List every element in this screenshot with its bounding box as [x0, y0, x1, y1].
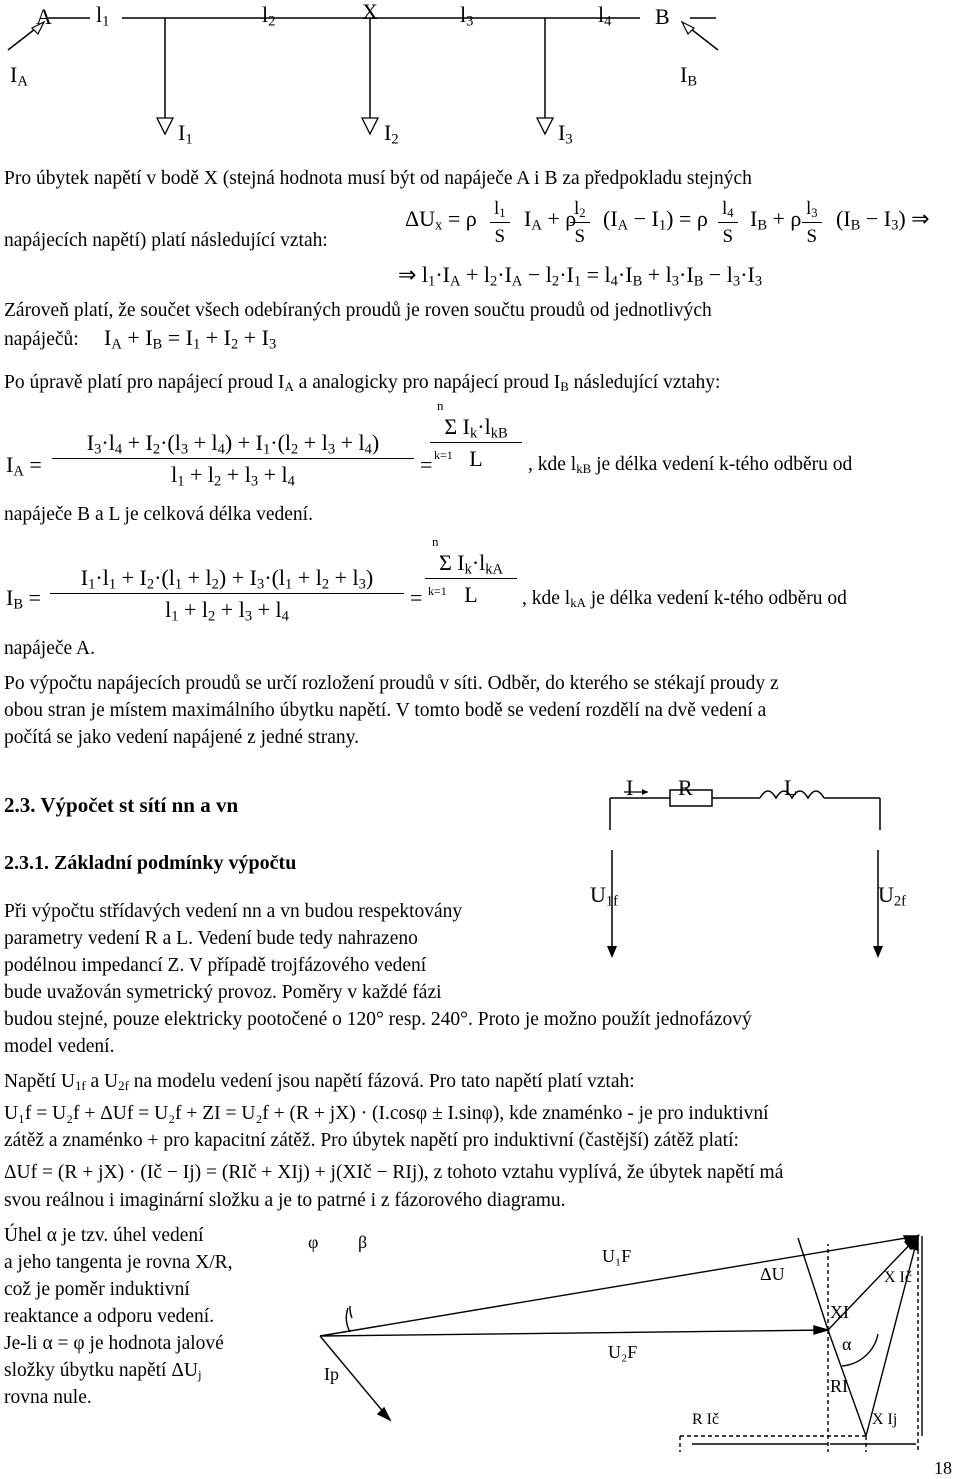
paragraph-text: počítá se jako vedení napájené z jedné strany.	[4, 727, 359, 748]
phasor-label: φ	[308, 1232, 319, 1252]
phasor-diagram	[290, 1222, 950, 1458]
paragraph-text: reaktance a odporu vedení.	[4, 1306, 215, 1327]
paragraph-text: Pro úbytek napětí v bodě X (stejná hodnota musí být od napáječe A i B za předpokladu stejných	[4, 168, 752, 189]
phasor-label: ΔU	[760, 1264, 785, 1284]
feed-current-a: $I_A$	[10, 62, 28, 90]
equation-term: $(I_A - I_1) = \rho$	[603, 206, 708, 234]
paragraph-text: rovna nule.	[4, 1387, 92, 1408]
equation-ib-sum: Σ $I_k\cdot l_{kA}$ L	[425, 550, 517, 608]
equation-fraction: $\frac{l_4}{S}$	[718, 198, 738, 248]
equation-equals: =	[420, 452, 433, 477]
load-current-2: $I_2$	[384, 120, 399, 148]
page-number: 18	[934, 1458, 952, 1478]
paragraph-text: složky úbytku napětí $\Delta U_j$	[4, 1360, 202, 1383]
sum-index: k=1	[434, 448, 453, 462]
segment-l4: $l_4$	[598, 2, 612, 30]
phasor-label: X Ič	[884, 1269, 912, 1286]
equation-term: $(I_B - I_3)$ ⇒	[836, 206, 930, 234]
phasor-label: X Ij	[872, 1411, 898, 1428]
subsection-heading: 2.3.1. Základní podmínky výpočtu	[4, 852, 297, 874]
equation-ib-fraction: $\frac{I_1\cdot l_1 + I_2\cdot(l_1 + l_2) + I_3\cdot(l_1 + l_2 + l_3)}{l_1 + l_2 + l_3 + l_4}$	[50, 565, 404, 623]
paragraph-text: což je poměr induktivní	[4, 1279, 190, 1300]
feeder-line-diagram	[0, 0, 960, 150]
equation-ia-label: $I_A$ =	[6, 452, 42, 480]
equation-voltage-drop: $\Delta U_x = \rho$	[405, 206, 477, 234]
equation-fraction: $\frac{l_2}{S}$	[570, 198, 590, 248]
equation-ia-sum: Σ $I_k\cdot l_{kB}$ L	[430, 414, 522, 472]
segment-l2: $l_2$	[262, 2, 276, 30]
equation-ib-label: $I_B$ =	[6, 585, 41, 613]
paragraph-text: obou stran je místem maximálního úbytku napětí. V tomto bodě se vedení rozdělí na dvě vedení a	[4, 700, 767, 721]
paragraph-text: napáječe B a L je celková délka vedení.	[4, 504, 313, 525]
circuit-resistance-label: R	[678, 775, 693, 800]
paragraph-text: Při výpočtu střídavých vedení nn a vn budou respektovány	[4, 901, 463, 922]
paragraph-text: , kde $l_{kA}$ je délka vedení k-tého odběru od	[522, 588, 847, 611]
circuit-u2f-label: $U_{2f}$	[878, 882, 906, 910]
paragraph-text: bude uvažován symetrický provoz. Poměry v každé fázi	[4, 982, 442, 1003]
node-x: X	[362, 0, 378, 24]
equation-fraction: $\frac{l_1}{S}$	[490, 198, 510, 248]
line-model-circuit	[590, 770, 920, 970]
paragraph-text: zátěž a znaménko + pro kapacitní zátěž. Pro úbytek napětí pro induktivní (častější) zátěž platí:	[4, 1130, 739, 1151]
equation-fraction: $\frac{l_3}{S}$	[802, 198, 822, 248]
phasor-label: β	[358, 1232, 368, 1252]
load-current-1: $I_1$	[178, 120, 193, 148]
paragraph-text: napájecích napětí) platí následující vztah:	[4, 230, 328, 251]
paragraph-text: Zároveň platí, že součet všech odebíraných proudů je roven součtu proudů od jednotlivých	[4, 300, 712, 321]
sum-index: n	[432, 534, 439, 549]
paragraph-text: ΔUf = (R + jX) · (Ič − Ij) = (RIč + XIj) + j(XIč − RIj), z tohoto vztahu vyplívá, že úbytek napětí má	[4, 1162, 784, 1183]
paragraph-text: Napětí $U_{1f}$ a $U_{2f}$ na modelu vedení jsou napětí fázová. Pro tato napětí platí vztah:	[4, 1071, 635, 1094]
phasor-label: RI	[830, 1376, 848, 1396]
paragraph-text: , kde $l_{kB}$ je délka vedení k-tého odběru od	[528, 454, 853, 477]
paragraph-text: parametry vedení R a L. Vedení bude tedy nahrazeno	[4, 928, 418, 949]
paragraph-text: a jeho tangenta je rovna X/R,	[4, 1252, 233, 1273]
paragraph-text: Po úpravě platí pro napájecí proud $I_A$ a analogicky pro napájecí proud $I_B$ následující vztahy:	[4, 372, 721, 395]
equation-ia-fraction: $\frac{I_3\cdot l_4 + I_2\cdot(l_3 + l_4) + I_1\cdot(l_2 + l_3 + l_4)}{l_1 + l_2 + l_3 + l_4}$	[52, 430, 414, 488]
phasor-label: R Ič	[692, 1411, 720, 1428]
sum-index: n	[437, 398, 444, 413]
paragraph-text: U₁f = U₂f + ΔUf = U₂f + ZI = U₂f + (R + jX) · (I.cosφ ± I.sinφ), kde znaménko - je pro induktivní	[4, 1103, 769, 1124]
equation-term: $I_B + \rho$	[750, 206, 802, 234]
paragraph-text: Je-li α = φ je hodnota jalové	[4, 1333, 224, 1354]
feed-current-b: $I_B$	[680, 62, 698, 90]
segment-l1: $l_1$	[96, 2, 110, 30]
paragraph-text: Úhel α je tzv. úhel vedení	[4, 1225, 204, 1246]
equation-term: $I_A + \rho$	[524, 206, 577, 234]
paragraph-text: podélnou impedancí Z. V případě trojfázového vedení	[4, 955, 427, 976]
sum-index: k=1	[428, 584, 447, 598]
paragraph-text: svou reálnou i imaginární složku a je to patrné i z fázorového diagramu.	[4, 1190, 566, 1211]
equation-current-balance: ⇒ $l_1\cdot I_A + l_2\cdot I_A - l_2\cdot I_1 = l_4\cdot I_B + l_3\cdot I_B - l_3\cdot I_3$	[398, 262, 763, 290]
equation-equals: =	[410, 585, 423, 610]
paragraph-text: budou stejné, pouze elektricky pootočené o 120° resp. 240°. Proto je možno použít jednofázový	[4, 1009, 752, 1030]
circuit-current-label: I	[626, 775, 634, 800]
phasor-label: Ip	[324, 1364, 339, 1384]
phasor-label: U₁F	[602, 1246, 632, 1266]
equation-sum-currents: $I_A + I_B = I_1 + I_2 + I_3$	[104, 325, 277, 353]
segment-l3: $l_3$	[460, 2, 474, 30]
paragraph-text: napáječe A.	[4, 638, 95, 659]
node-a: A	[36, 4, 52, 29]
node-b: B	[655, 4, 670, 29]
circuit-inductance-label: L	[784, 775, 798, 800]
paragraph-text: Po výpočtu napájecích proudů se určí rozložení proudů v síti. Odběr, do kterého se stékají proudy z	[4, 673, 779, 694]
load-current-3: $I_3$	[558, 120, 573, 148]
paragraph-text: model vedení.	[4, 1036, 115, 1057]
circuit-u1f-label: $U_{1f}$	[590, 882, 618, 910]
phasor-label: α	[842, 1334, 852, 1354]
phasor-label: U₂F	[608, 1342, 638, 1362]
paragraph-text: napáječů:	[4, 329, 79, 350]
phasor-label: XI	[830, 1302, 849, 1322]
section-heading: 2.3. Výpočet st sítí nn a vn	[4, 793, 239, 817]
